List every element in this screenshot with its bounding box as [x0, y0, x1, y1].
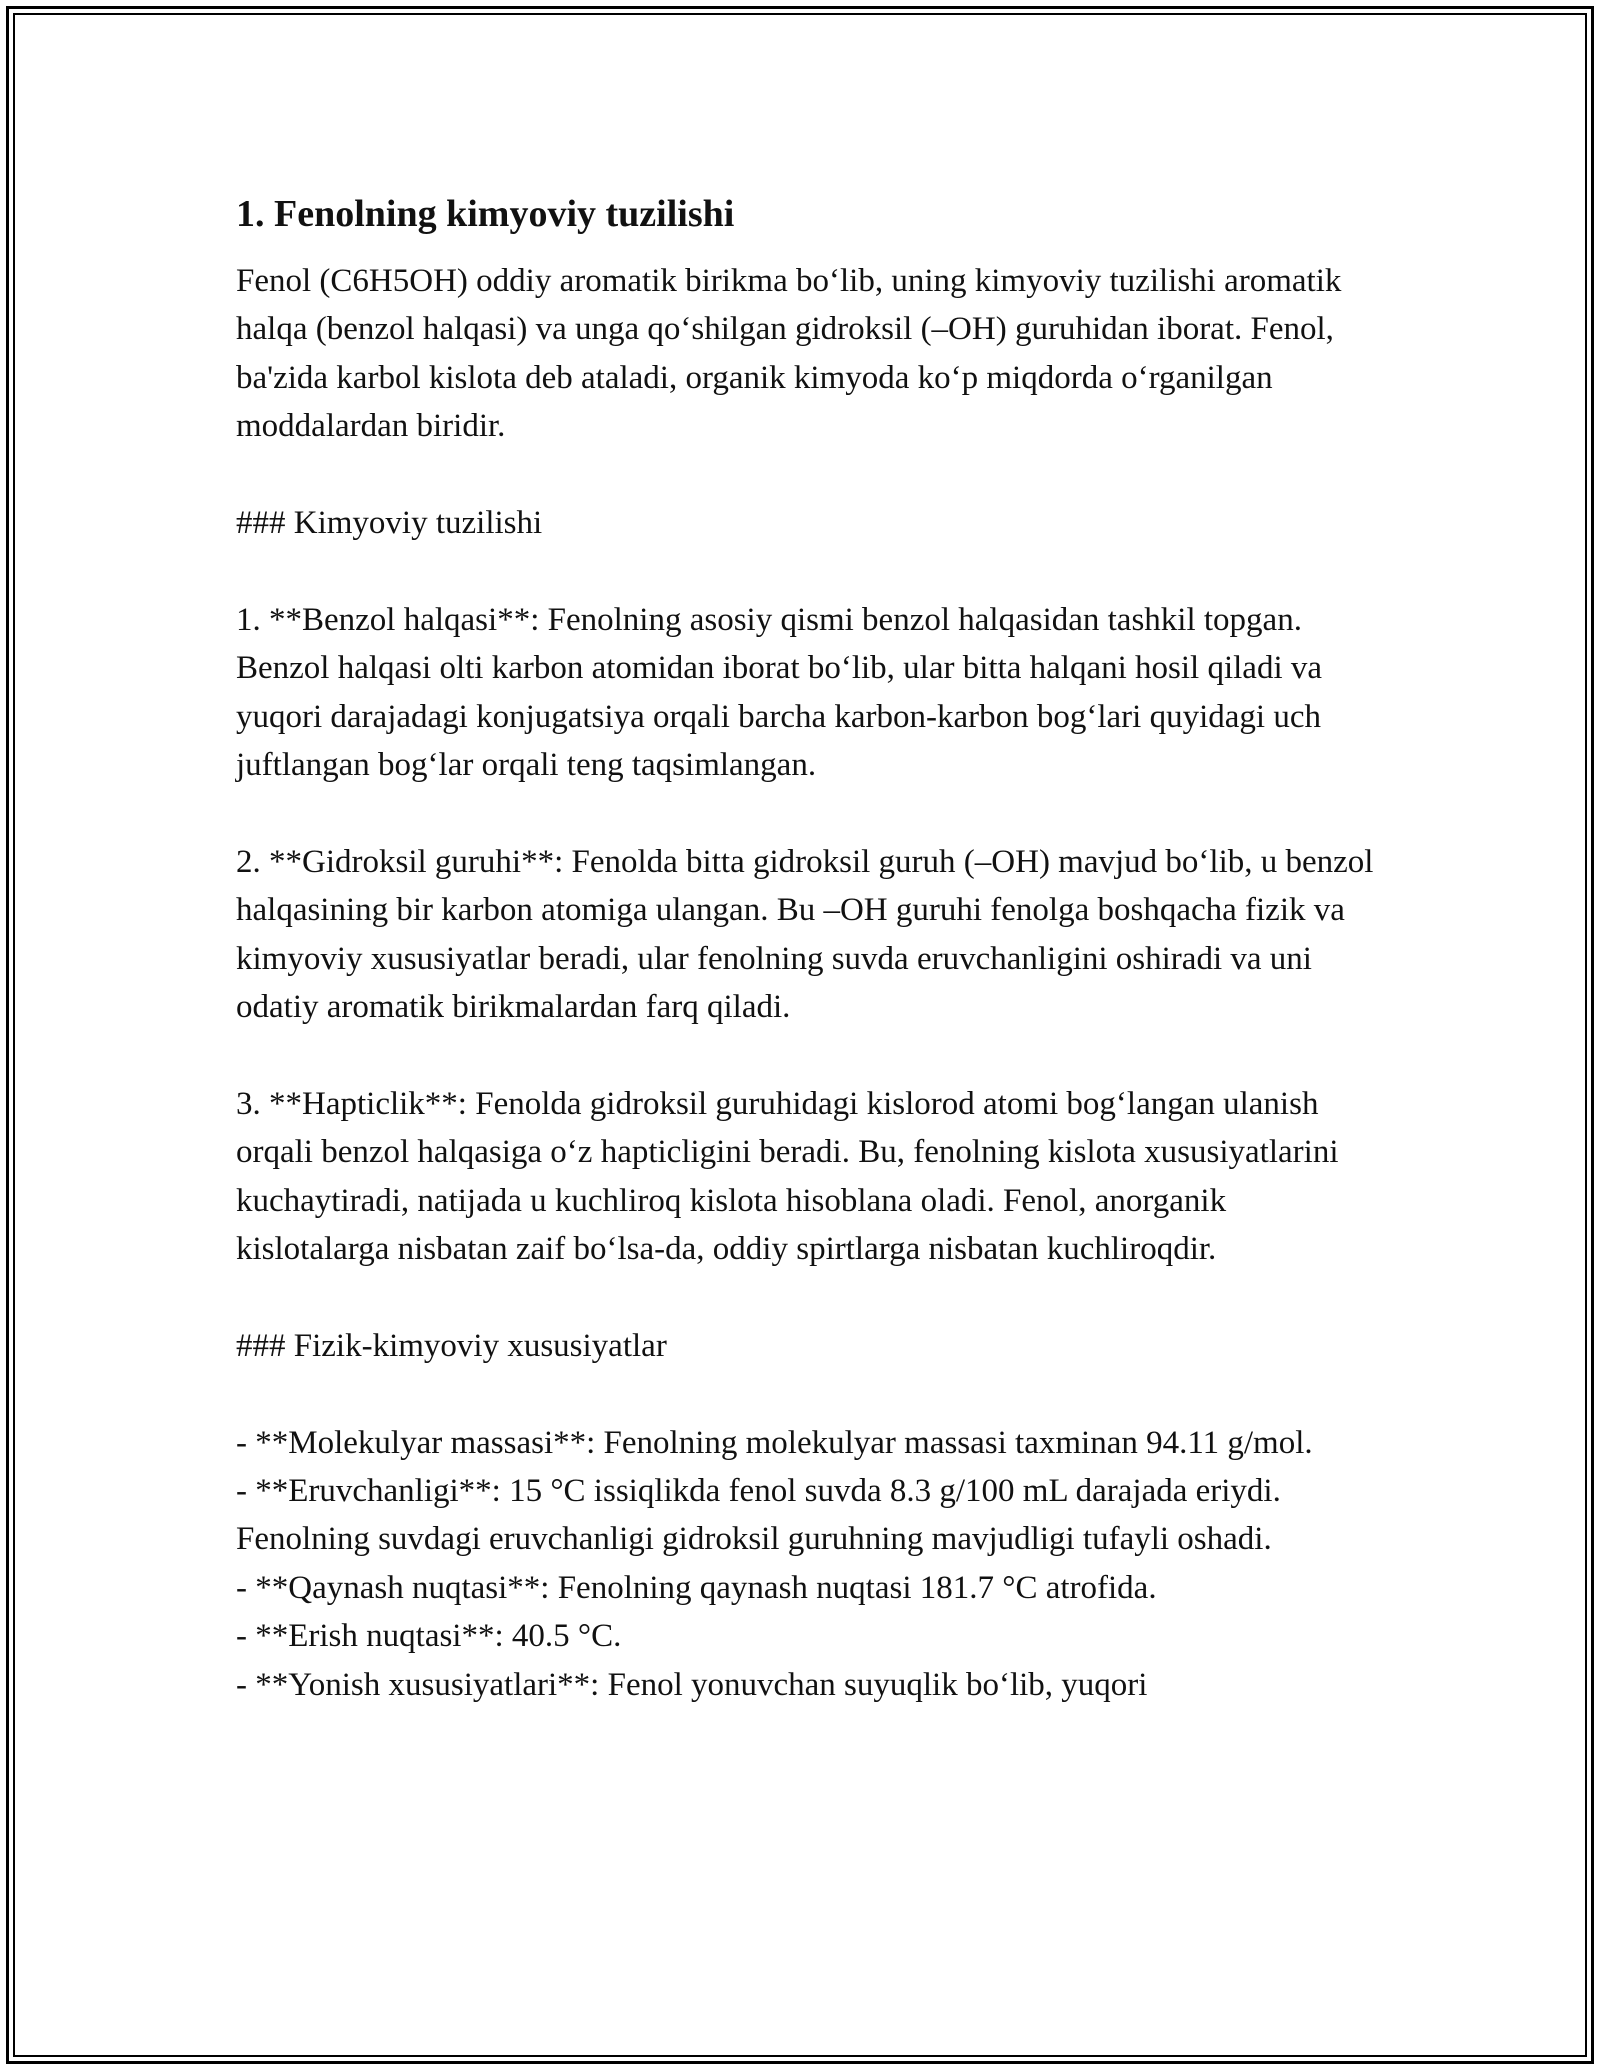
spacer	[236, 789, 1376, 837]
intro-paragraph: Fenol (C6H5OH) oddiy aromatik birikma bo‘lib, uning kimyoviy tuzilishi aromatik halqa (benzol halqasi) va unga qo‘shilgan gidroksil (–OH) guruhidan iborat. Fenol, ba'zida karbol kislota deb ataladi, organik kimyoda ko‘p miqdorda o‘rganilgan moddalardan biridir.	[236, 263, 1342, 445]
section-heading-structure: ### Kimyoviy tuzilishi	[236, 505, 543, 542]
document-title: 1. Fenolning kimyoviy tuzilishi	[236, 193, 735, 235]
spacer	[236, 1273, 1376, 1321]
spacer	[236, 1031, 1376, 1079]
property-melting-point: - **Erish nuqtasi**: 40.5 °C.	[236, 1618, 622, 1655]
spacer	[236, 1370, 1376, 1418]
list-item-gidroksil: 2. **Gidroksil guruhi**: Fenolda bitta gidroksil guruh (–OH) mavjud bo‘lib, u benzol halqasining bir karbon atomiga ulangan. Bu –OH guruhi fenolga boshqacha fizik va kimyoviy xususiyatlar beradi, ular fenolning suvda eruvchanligini oshiradi va uni odatiy aromatik birikmalardan farq qiladi.	[236, 843, 1374, 1026]
list-item-hapticlik: 3. **Hapticlik**: Fenolda gidroksil guruhidagi kislorod atomi bog‘langan ulanish orqali benzol halqasiga o‘z hapticligini beradi. Bu, fenolning kislota xususiyatlarini kuchaytiradi, natijada u kuchliroq kislota hisoblana oladi. Fenol, anorganik kislotalarga nisbatan zaif bo‘lsa-da, oddiy spirtlarga nisbatan kuchliroqdir.	[236, 1085, 1339, 1268]
section-heading-properties: ### Fizik-kimyoviy xususiyatlar	[236, 1327, 667, 1364]
spacer	[236, 451, 1376, 499]
list-item-benzol: 1. **Benzol halqasi**: Fenolning asosiy qismi benzol halqasidan tashkil topgan. Benzol halqasi olti karbon atomidan iborat bo‘lib, ular bitta halqani hosil qiladi va yuqori darajadagi konjugatsiya orqali barcha karbon-karbon bog‘lari quyidagi uch juftlangan bog‘lar orqali teng taqsimlangan.	[236, 601, 1323, 784]
property-boiling-point: - **Qaynash nuqtasi**: Fenolning qaynash nuqtasi 181.7 °C atrofida.	[236, 1569, 1157, 1606]
property-combustion: - **Yonish xususiyatlari**: Fenol yonuvchan suyuqlik bo‘lib, yuqori	[236, 1666, 1148, 1703]
spacer	[236, 547, 1376, 595]
document-body	[236, 188, 1376, 1709]
property-molecular-mass: - **Molekulyar massasi**: Fenolning molekulyar massasi taxminan 94.11 g/mol.	[236, 1424, 1313, 1461]
property-solubility: - **Eruvchanligi**: 15 °C issiqlikda fenol suvda 8.3 g/100 mL darajada eriydi. Fenolning suvdagi eruvchanligi gidroksil guruhning mavjudligi tufayli oshadi.	[236, 1473, 1281, 1558]
